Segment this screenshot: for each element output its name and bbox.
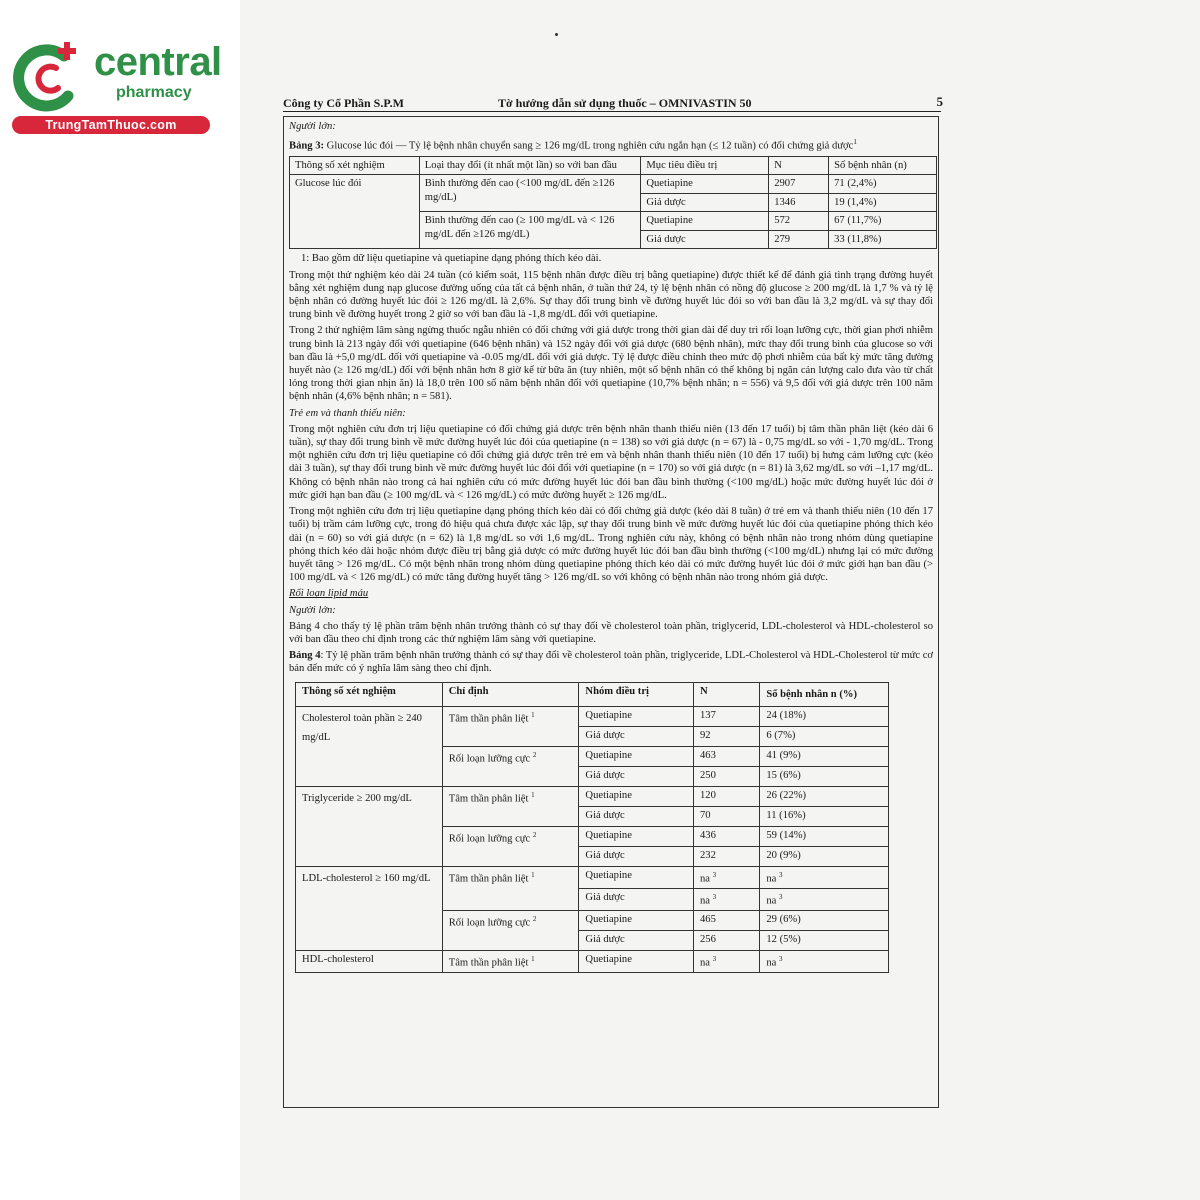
table-header-cell: Thông số xét nghiệm [296, 682, 443, 706]
table3-footnote: 1: Bao gồm dữ liệu quetiapine và quetiapine dạng phóng thích kéo dài. [301, 253, 602, 265]
indication-cell: Tâm thần phân liệt $^1$ [442, 706, 579, 746]
change-cell: Bình thường đến cao (<100 mg/dL đến ≥126 mg/dL) [419, 175, 641, 212]
paragraph: Trong 2 thử nghiệm lâm sàng ngừng thuốc ngẫu nhiên có đối chứng với giả dược trong thời gian dài để duy trì rối loạn lưỡng cực, thời gian phơi nhiễm trung bình là 213 ngày đối với quetiapine (646 bệnh nhân) và 152 ngày đối với giả dược (680 bệnh nhân), mức thay đổi trung bình của glucose so với ban đầu là +5,0 mg/dL đối với quetiapine và -0.05 mg/dL đối với giả dược. Tỷ lệ được điều chỉnh theo mức độ phơi nhiễm của bất kỳ mức tăng đường huyết nào (≥ 126 mg/dL) đối với bệnh nhân hơn 8 giờ kể từ bữa ăn (tuy nhiên, một số bệnh nhân có thể không bị ngăn cản lượng calo đưa vào từ chất lỏng trong thời gian nhịn ăn) là 18,0 trên 100 số năm bệnh nhân đối với quetiapine (10,7% bệnh nhân; n = 556) và 9,5 đối với giả dược trên 100 năm bệnh nhân (4,6% bệnh nhân; n = 581). [289, 325, 933, 403]
table-row [296, 706, 889, 726]
group-cell: Giả dược [579, 846, 694, 866]
group-cell: Giả dược [641, 193, 769, 212]
group-cell: Giả dược [579, 806, 694, 826]
count-cell: 26 (22%) [760, 786, 889, 806]
table-header-cell: N [694, 682, 760, 706]
section-label-adults: Người lớn: [289, 121, 336, 132]
section-heading-lipid: Rối loạn lipid máu [289, 588, 369, 600]
n-cell: na $^3$ [694, 950, 760, 972]
section-label-children: Trẻ em và thanh thiếu niên: [289, 407, 406, 419]
scan-speck [555, 33, 558, 36]
table4-caption: Bảng 4: Tỷ lệ phần trăm bệnh nhân trưởng thành có sự thay đổi về cholesterol toàn phần, triglyceride, LDL-Cholesterol và HDL-Cholesterol từ mức cơ bản đến mức có ý nghĩa lâm sàng theo chỉ định. [289, 650, 933, 675]
group-cell: Quetiapine [641, 175, 769, 194]
param-cell: Triglyceride ≥ 200 mg/dL [296, 786, 443, 866]
n-cell: 2907 [769, 175, 829, 194]
table-row [296, 866, 889, 888]
paragraph: Trong một thử nghiệm kéo dài 24 tuần (có kiểm soát, 115 bệnh nhân được điều trị bằng quetiapine) được thiết kế để đánh giá tình trạng đường huyết bằng xét nghiệm dung nạp glucose đường uống của tất cả bệnh nhân, ở tuần thứ 24, tỷ lệ bệnh nhân có nồng độ glucose ≥ 200 mg/dL là 1,7 % và tỷ lệ bệnh nhân có đường huyết lúc đói ≥ 126 mg/dL là 2,6%. Sự thay đổi trung bình về đường huyết lúc đói so với ban đầu là 3,2 mg/dL và sự thay đổi trung bình về đường huyết trong 2 giờ so với ban đầu là -1,8 mg/dL đối với quetiapine. [289, 269, 933, 321]
n-cell: 70 [694, 806, 760, 826]
param-cell: Glucose lúc đói [290, 175, 420, 249]
group-cell: Quetiapine [579, 910, 694, 930]
count-cell: 11 (16%) [760, 806, 889, 826]
count-cell: 29 (6%) [760, 910, 889, 930]
count-cell: 15 (6%) [760, 766, 889, 786]
n-cell: 279 [769, 230, 829, 249]
paragraph: Trong một nghiên cứu đơn trị liệu quetiapine có đối chứng giả dược trên bệnh nhân thanh thiếu niên (13 đến 17 tuổi) bị tâm thần phân liệt (kéo dài 6 tuần), sự thay đổi trung bình về mức đường huyết lúc đói của quetiapine (n = 138) so với giả dược (n = 67) là - 0,75 mg/dL so với - 1,70 mg/dL. Trong một nghiên cứu đơn trị liệu quetiapine có đối chứng giả dược trên trẻ em và bệnh nhân thanh thiếu niên (10 đến 17 tuổi) bị hưng cảm lưỡng cực (kéo dài 3 tuần), sự thay đổi trung bình về mức đường huyết lúc đói đối với quetiapine (n = 170) so với giả dược (n = 81) là 3,62 mg/dL so với –1,17 mg/dL. Không có bệnh nhân nào trong cả hai nghiên cứu có mức đường huyết lúc đói ban đầu bình thường (<100 mg/dL) hoặc mức đường huyết lúc đói ở mức giới hạn ban đầu (≥ 100 mg/dL và < 126 mg/dL) có mức đường huyết ≥ 126 mg/dL. [289, 423, 933, 501]
count-cell: na $^3$ [760, 888, 889, 910]
table-header-row [296, 682, 889, 706]
n-cell: 465 [694, 910, 760, 930]
param-cell: Cholesterol toàn phần ≥ 240 mg/dL [296, 706, 443, 786]
table-header-row [290, 156, 937, 175]
table-header-cell: Chỉ định [442, 682, 579, 706]
n-cell: 436 [694, 826, 760, 846]
group-cell: Giả dược [579, 766, 694, 786]
indication-cell: Rối loạn lưỡng cực $^2$ [442, 826, 579, 866]
group-cell: Giả dược [579, 726, 694, 746]
table-header-cell: Thông số xét nghiệm [290, 156, 420, 175]
table-header-cell: Nhóm điều trị [579, 682, 694, 706]
group-cell: Quetiapine [579, 746, 694, 766]
group-cell: Quetiapine [579, 826, 694, 846]
table-header-cell: Số bệnh nhân n (%) [760, 682, 889, 706]
n-cell: 463 [694, 746, 760, 766]
count-cell: 41 (9%) [760, 746, 889, 766]
n-cell: na $^3$ [694, 888, 760, 910]
count-cell: 33 (11,8%) [829, 230, 937, 249]
count-cell: 67 (11,7%) [829, 212, 937, 231]
section-label-adults-2: Người lớn: [289, 604, 336, 616]
table-4 [295, 682, 889, 973]
indication-cell: Rối loạn lưỡng cực $^2$ [442, 910, 579, 950]
table-3 [289, 156, 937, 250]
n-cell: 250 [694, 766, 760, 786]
table-row [290, 175, 937, 194]
change-cell: Bình thường đến cao (≥ 100 mg/dL và < 126 mg/dL đến ≥126 mg/dL) [419, 212, 641, 249]
group-cell: Quetiapine [579, 866, 694, 888]
page-margin [0, 0, 240, 1200]
group-cell: Giả dược [579, 930, 694, 950]
indication-cell: Tâm thần phân liệt $^1$ [442, 786, 579, 826]
param-cell: LDL-cholesterol ≥ 160 mg/dL [296, 866, 443, 950]
n-cell: na $^3$ [694, 866, 760, 888]
group-cell: Quetiapine [579, 786, 694, 806]
count-cell: 71 (2,4%) [829, 175, 937, 194]
n-cell: 120 [694, 786, 760, 806]
logo-sub-text: pharmacy [116, 84, 192, 101]
count-cell: 20 (9%) [760, 846, 889, 866]
logo-c-icon [12, 38, 92, 118]
count-cell: 24 (18%) [760, 706, 889, 726]
header-company: Công ty Cổ Phần S.P.M [283, 96, 404, 110]
table-row [296, 786, 889, 806]
count-cell: 59 (14%) [760, 826, 889, 846]
pharmacy-logo[interactable] [12, 38, 227, 138]
group-cell: Giả dược [641, 230, 769, 249]
table-header-cell: Mục tiêu điều trị [641, 156, 769, 175]
count-cell: na $^3$ [760, 950, 889, 972]
document-body [289, 120, 933, 973]
table-header-cell: Loại thay đổi (ít nhất một lần) so với ban đầu [419, 156, 641, 175]
n-cell: 92 [694, 726, 760, 746]
paragraph: Bảng 4 cho thấy tỷ lệ phần trăm bệnh nhân trưởng thành có sự thay đổi về cholesterol toàn phần, triglycerid, LDL-cholesterol và HDL-cholesterol so với ban đầu theo chỉ định trong các thử nghiệm lâm sàng với quetiapine. [289, 620, 933, 645]
n-cell: 232 [694, 846, 760, 866]
count-cell: na $^3$ [760, 866, 889, 888]
content-frame [283, 116, 939, 1108]
n-cell: 137 [694, 706, 760, 726]
count-cell: 12 (5%) [760, 930, 889, 950]
n-cell: 1346 [769, 193, 829, 212]
page-number: 5 [936, 94, 943, 109]
header-title: Tờ hướng dẫn sử dụng thuốc – OMNIVASTIN 50 [498, 96, 752, 110]
group-cell: Quetiapine [579, 950, 694, 972]
count-cell: 19 (1,4%) [829, 193, 937, 212]
logo-brand-text: central [94, 40, 222, 84]
param-cell: HDL-cholesterol [296, 950, 443, 972]
header-rule [283, 111, 941, 112]
n-cell: 256 [694, 930, 760, 950]
table-row [296, 950, 889, 972]
n-cell: 572 [769, 212, 829, 231]
group-cell: Quetiapine [641, 212, 769, 231]
table3-caption: Bảng 3: Glucose lúc đói — Tỷ lệ bệnh nhân chuyển sang ≥ 126 mg/dL trong nghiên cứu ngắn hạn (≤ 12 tuần) có đối chứng giả dược$^1$ [289, 138, 857, 152]
count-cell: 6 (7%) [760, 726, 889, 746]
indication-cell: Tâm thần phân liệt $^1$ [442, 950, 579, 972]
paragraph: Trong một nghiên cứu đơn trị liệu quetiapine dạng phóng thích kéo dài có đối chứng giả dược (kéo dài 8 tuần) ở trẻ em và thanh thiếu niên (10 đến 17 tuổi) bị trầm cảm lưỡng cực, trong đó hiệu quả chưa được xác lập, sự thay đổi trung bình về mức đường huyết lúc đói của quetiapine phóng thích kéo dài (n = 60) so với giả dược (n = 62) là 1,8 mg/dL so với 1,6 mg/dL. Trong nghiên cứu này, không có bệnh nhân nào trong nhóm dùng quetiapine phóng thích kéo dài hoặc nhóm được điều trị bằng giả dược có mức đường huyết lúc đói ban đầu bình thường (<100 mg/dL) nhưng lại có mức đường huyết tăng > 126 mg/dL. Có một bệnh nhân trong nhóm dùng quetiapine phóng thích kéo dài có mức đường huyết lúc đói ở mức giới hạn ban đầu (> 100 mg/dL và < 126 mg/dL) có mức tăng đường huyết tăng > 126 mg/dL so với không có bệnh nhân nào trong nhóm giả dược. [289, 506, 933, 584]
indication-cell: Tâm thần phân liệt $^1$ [442, 866, 579, 910]
group-cell: Quetiapine [579, 706, 694, 726]
group-cell: Giả dược [579, 888, 694, 910]
table-header-cell: Số bệnh nhân (n) [829, 156, 937, 175]
indication-cell: Rối loạn lưỡng cực $^2$ [442, 746, 579, 786]
logo-banner: TrungTamThuoc.com [12, 116, 210, 134]
table-header-cell: N [769, 156, 829, 175]
